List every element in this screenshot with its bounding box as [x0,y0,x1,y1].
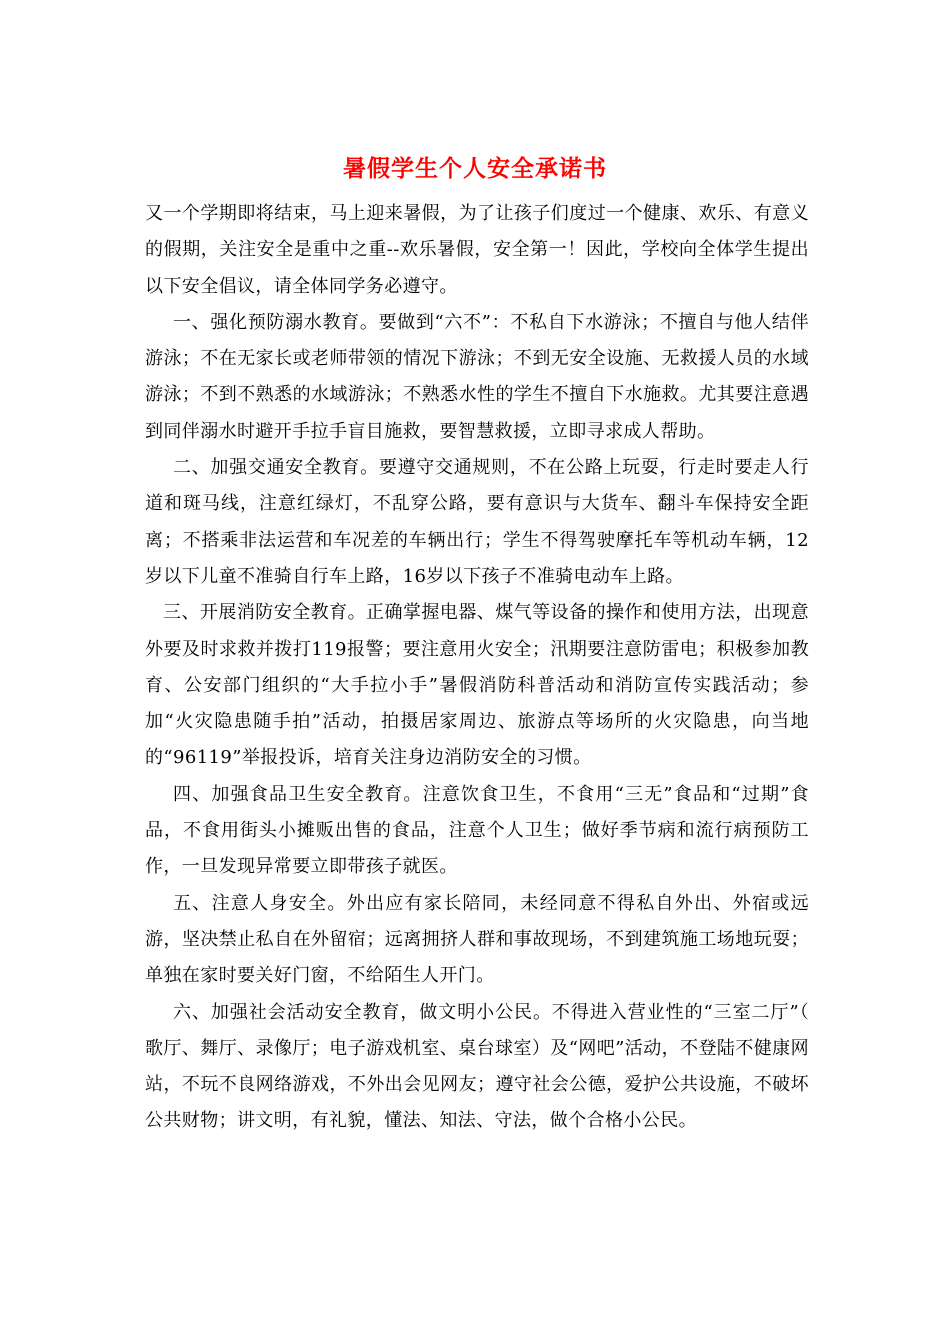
paragraph-fire: 三、开展消防安全教育。正确掌握电器、煤气等设备的操作和使用方法，出现意外要及时求救并拨打119报警；要注意用火安全；汛期要注意防雷电；积极参加教育、公安部门组织的“大手拉小手”暑假消防科普活动和消防宣传实践活动；参加“火灾隐患随手拍”活动，拍摄居家周边、旅游点等场所的火灾隐患，向当地的“96119”举报投诉，培育关注身边消防安全的习惯。 [145,602,809,769]
paragraph-personal: 五、注意人身安全。外出应有家长陪同，未经同意不得私自外出、外宿或远游，坚决禁止私自在外留宿；远离拥挤人群和事故现场，不到建筑施工场地玩耍；单独在家时要关好门窗，不给陌生人开门。 [145,892,809,987]
paragraph-food: 四、加强食品卫生安全教育。注意饮食卫生，不食用“三无”食品和“过期”食品，不食用街头小摊贩出售的食品，注意个人卫生；做好季节病和流行病预防工作，一旦发现异常要立即带孩子就医。 [145,783,809,878]
paragraph-social: 六、加强社会活动安全教育，做文明小公民。不得进入营业性的“三室二厅”（ 歌厅、舞厅、录像厅；电子游戏机室、桌台球室）及“网吧”活动，不登陆不健康网站，不玩不良网络游戏，不外出会见网友；遵守社会公德，爱护公共设施，不破坏公共财物；讲文明，有礼貌，懂法、知法、守法，做个合格小公民。 [145,1001,809,1132]
paragraph-traffic: 二、加强交通安全教育。要遵守交通规则，不在公路上玩耍，行走时要走人行道和斑马线，注意红绿灯，不乱穿公路，要有意识与大货车、翻斗车保持安全距离；不搭乘非法运营和车况差的车辆出行；学生不得驾驶摩托车等机动车辆，12岁以下儿童不准骑自行车上路，16岁以下孩子不准骑电动车上路。 [145,457,809,587]
document-body [145,196,809,1140]
document-title: 暑假学生个人安全承诺书 [343,155,607,182]
intro-paragraph: 又一个学期即将结束，马上迎来暑假，为了让孩子们度过一个健康、欢乐、有意义的假期，关注安全是重中之重--欢乐暑假，安全第一！因此，学校向全体学生提出以下安全倡议，请全体同学务必遵守。 [145,203,809,297]
paragraph-drowning: 一、强化预防溺水教育。要做到“六不”：不私自下水游泳；不擅自与他人结伴游泳；不在无家长或老师带领的情况下游泳；不到无安全设施、无救援人员的水域游泳；不到不熟悉的水域游泳；不熟悉水性的学生不擅自下水施救。尤其要注意遇到同伴溺水时避开手拉手盲目施救，要智慧救援，立即寻求成人帮助。 [145,311,809,442]
